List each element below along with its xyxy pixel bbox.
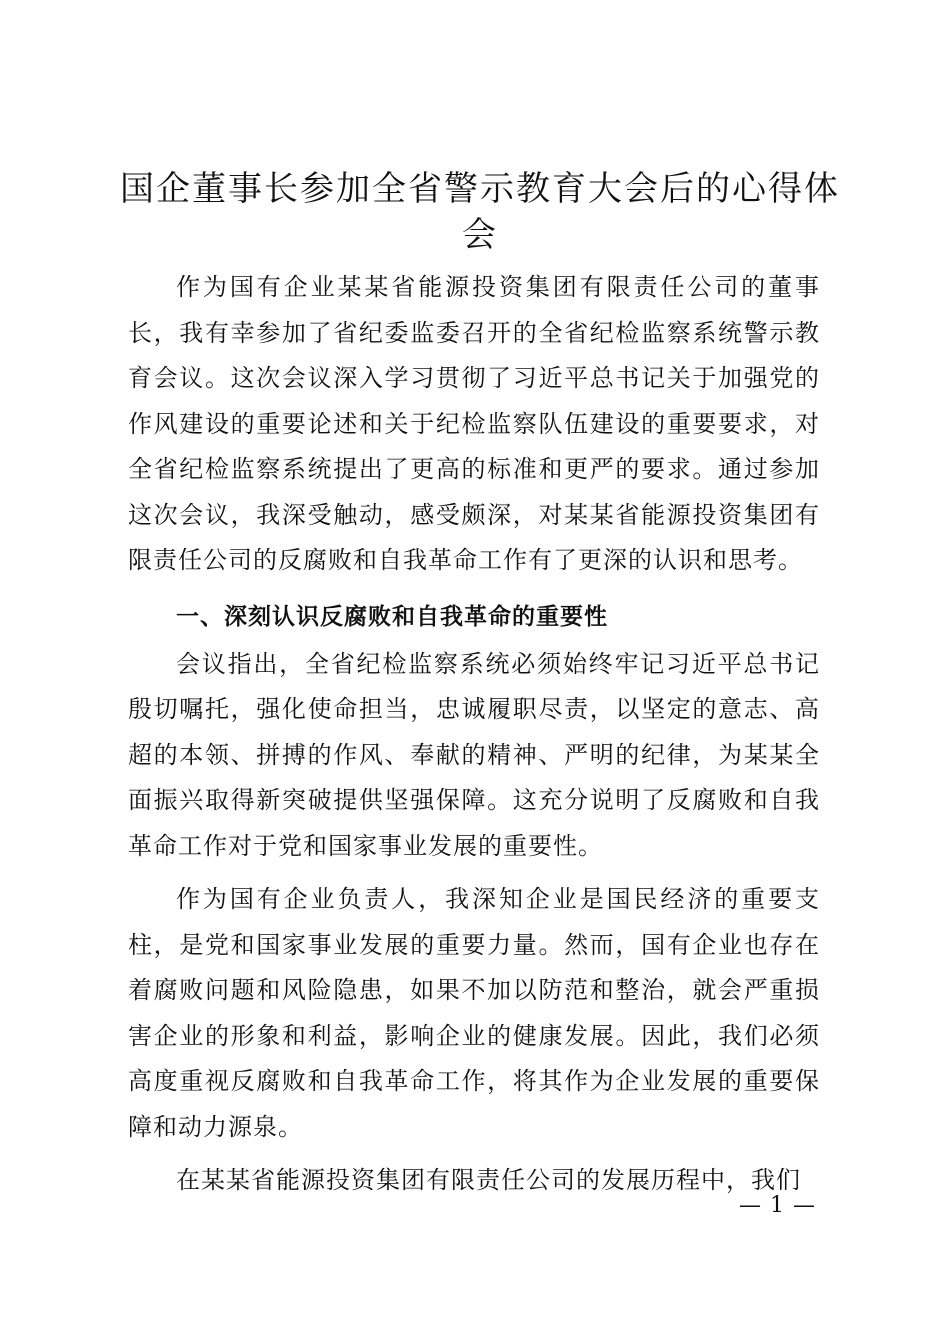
document-body [128,265,820,1204]
spacer [128,1150,820,1158]
spacer [128,869,820,877]
paragraph-soe-responsibility: 作为国有企业负责人，我深知企业是国民经济的重要支柱，是党和国家事业发展的重要力量。然而，国有企业也存在着腐败问题和风险隐患，如果不加以防范和整治，就会严重损害企业的形象和利益，影响企业的健康发展。因此，我们必须高度重视反腐败和自我革命工作，将其作为企业发展的重要保障和动力源泉。 [128,885,820,1141]
paragraph-company-history: 在某某省能源投资集团有限责任公司的发展历程中，我们 [176,1166,801,1194]
paragraph-meeting-points: 会议指出，全省纪检监察系统必须始终牢记习近平总书记殷切嘱托，强化使命担当，忠诚履职尽责，以坚定的意志、高超的本领、拼搏的作风、奉献的精神、严明的纪律，为某某全面振兴取得新突破提供坚强保障。这充分说明了反腐败和自我革命工作对于党和国家事业发展的重要性。 [128,649,820,860]
spacer [128,584,820,592]
section-heading-1: 一、深刻认识反腐败和自我革命的重要性 [176,603,608,630]
page-number: — 1 — [739,1193,816,1218]
document-title: 国企董事长参加全省警示教育大会后的心得体会 [120,169,840,255]
paragraph-intro: 作为国有企业某某省能源投资集团有限责任公司的董事长，我有幸参加了省纪委监委召开的全省纪检监察系统警示教育会议。这次会议深入学习贯彻了习近平总书记关于加强党的作风建设的重要论述和关于纪检监察队伍建设的重要要求，对全省纪检监察系统提出了更高的标准和更严的要求。通过参加这次会议，我深受触动，感受颇深，对某某省能源投资集团有限责任公司的反腐败和自我革命工作有了更深的认识和思考。 [128,273,820,574]
